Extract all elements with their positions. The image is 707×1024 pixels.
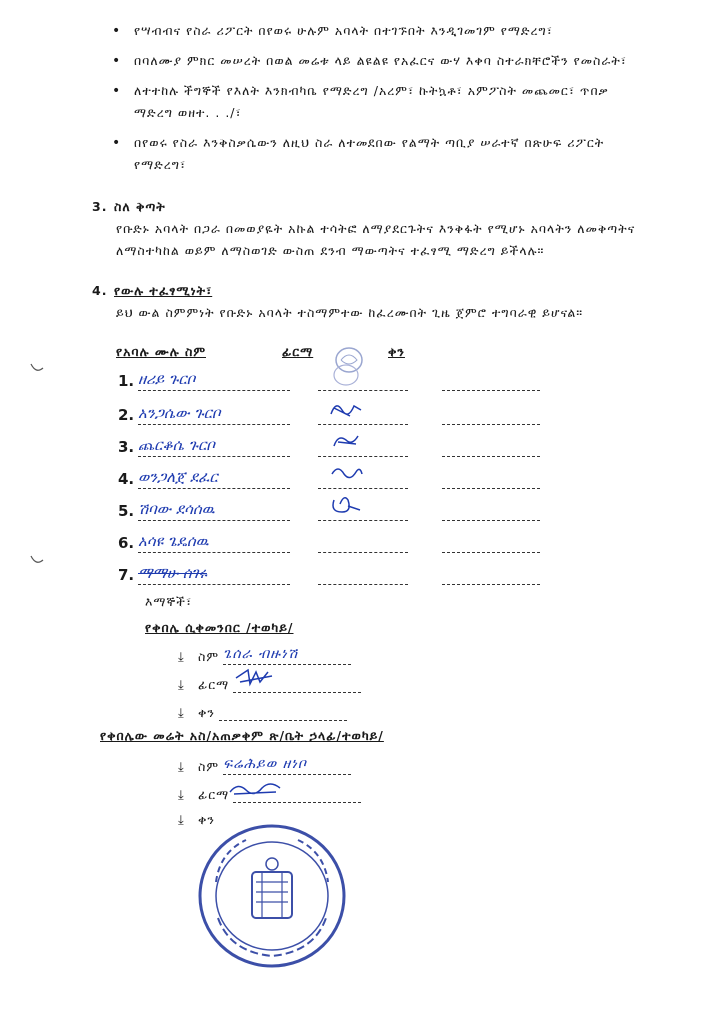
member-row [118, 498, 538, 528]
date-line [219, 702, 347, 721]
date-line [442, 404, 540, 425]
member-signature [328, 396, 364, 422]
field-value: ጌሰራ ብዙነሽ [223, 646, 351, 665]
row-number: 3. [118, 438, 135, 456]
member-stamp-mark [328, 362, 364, 388]
arrow-icon: ⤓ [178, 788, 185, 803]
date-line [442, 564, 540, 585]
member-signature [328, 492, 364, 518]
row-number: 2. [118, 406, 135, 424]
field-label: ፊርማ [198, 677, 230, 692]
member-row [118, 530, 538, 560]
member-row [118, 368, 538, 398]
member-signature [328, 460, 364, 486]
column-header-date: ቀን [388, 344, 405, 359]
date-line [442, 500, 540, 521]
section-body: የቡድኑ አባላት በጋራ በመወያዬት አኩል ተሳትፎ ለማያደርጉትና እንቅፋት የሚሆኑ አባላትን ለመቅጣትና ለማስተካከል ወይም ለማስወገድ ውስጠ ደንብ ማውጣትና ተፈፃሚ ማድረግ ይችላሉ። [116, 221, 636, 258]
member-row [118, 562, 538, 592]
list-item: • በባለሙያ ምክር መሠረት በወል መሬቱ ላይ ልዩልዩ የአፈርና ውሃ እቀባ ስተራክቸሮችን የመስራት፣ [112, 50, 652, 72]
date-line [442, 370, 540, 391]
date-line [442, 532, 540, 553]
list-item: • በየወሩ የስራ እንቅስቃሴውን ለዚህ ስራ ለተመደበው የልማት ጣቢያ ሠራተኛ በጽሁፍ ሪፖርት የማድረግ፣ [112, 132, 652, 176]
member-name: አንጋሴው ጉርቦ [138, 404, 290, 425]
margin-tick [30, 362, 44, 374]
member-signature [328, 428, 364, 454]
field-label: ቀን [198, 705, 215, 720]
member-name: ወንጋለጀ ደፈር [138, 468, 290, 489]
witnesses-title: እማኞች፣ [145, 594, 193, 609]
section-title: የውሉ ተፈፃሚነት፣ [114, 283, 213, 298]
field-label: ስም [198, 649, 220, 664]
field-label: ቀን [198, 812, 215, 827]
receiver-office-signature [228, 778, 284, 800]
member-name: ማማሁ ሰገሩ [138, 564, 290, 585]
field-label: ፊርማ [198, 787, 230, 802]
member-name: አሳዩ ጌዴሰዉ [138, 532, 290, 553]
row-number: 7. [118, 566, 135, 584]
section-penalty [92, 196, 652, 262]
receiver-kebele-title: የቀበሌ ሲቀመንበር /ተወካይ/ [145, 620, 294, 635]
official-seal-stamp [196, 822, 348, 970]
arrow-icon: ⤓ [178, 678, 185, 693]
signature-line [318, 532, 408, 553]
receiver-land-office-title: የቀበሌው መሬት አስ/አጠቃቀም ጽ/ቤት ኃላፊ/ተወካይ/ [100, 728, 384, 743]
arrow-icon: ⤓ [178, 760, 185, 775]
duties-list [112, 20, 652, 184]
row-number: 4. [118, 470, 135, 488]
section-number: 4. [92, 283, 108, 298]
section-body: ይህ ውል ስምምነት የቡድኑ አባላት ተስማምተው ከፈረሙበት ጊዜ ጀምሮ ተግባራዊ ይሆናል። [116, 305, 584, 320]
date-line [442, 468, 540, 489]
row-number: 6. [118, 534, 135, 552]
receiver-kebele-date-field [178, 702, 347, 724]
member-name: ሽባው ደሳሰዉ [138, 500, 290, 521]
section-number: 3. [92, 199, 108, 214]
signature-line [318, 564, 408, 585]
field-value: ፍሬሕይወ ዘነቦ [223, 756, 351, 775]
receiver-kebele-signature [232, 664, 278, 690]
member-name: ጨርቆሴ ጉርቦ [138, 436, 290, 457]
column-header-signature: ፊርማ [282, 344, 314, 359]
row-number: 5. [118, 502, 135, 520]
margin-tick [30, 554, 44, 566]
member-name: ዘሪይ ጉርቦ [138, 370, 290, 391]
arrow-icon: ⤓ [178, 650, 185, 665]
date-line [442, 436, 540, 457]
list-item: • ለተተከሉ ችግኞች የእለት እንክብካቤ የማድረግ /አረም፣ ኩትኳቶ፣ አምፖስት መጨመር፣ ጥበቃ ማድረግ ወዘተ. . ./፣ [112, 80, 652, 124]
section-title: ስለ ቅጣት [114, 199, 166, 214]
column-header-name: የአባሉ ሙሉ ስም [116, 344, 206, 359]
row-number: 1. [118, 372, 135, 390]
list-item: • የሣብብና የስራ ሪፖርት በየወሩ ሁሉም አባላት በተገኙበት እንዲገመገም የማድረግ፣ [112, 20, 652, 42]
receiver-office-name-field [178, 756, 351, 778]
arrow-icon: ⤓ [178, 706, 185, 721]
arrow-icon: ⤓ [178, 813, 185, 828]
section-enforcement [92, 280, 652, 324]
field-label: ስም [198, 759, 220, 774]
